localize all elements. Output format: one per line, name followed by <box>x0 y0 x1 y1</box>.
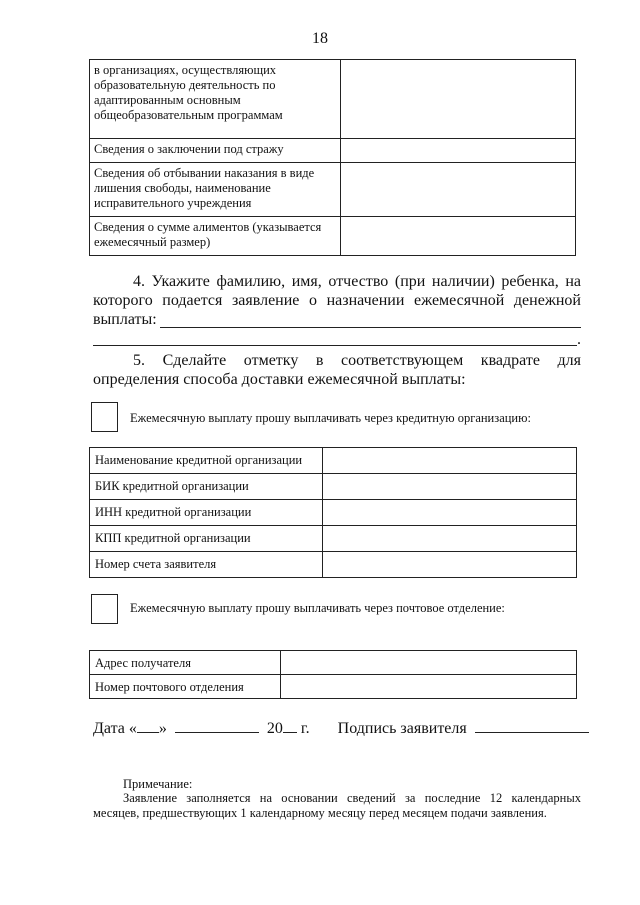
row-label: КПП кредитной организации <box>90 526 323 552</box>
row-label: в организациях, осуществляющих образовательную деятельность по адаптированным основным общеобразовательным программам <box>90 60 341 139</box>
row-value[interactable] <box>341 217 576 256</box>
note-text: Заявление заполняется на основании сведений за последние 12 календарных месяцев, предшествующих 1 календарному месяцу перед месяцем подачи заявления. <box>93 791 581 820</box>
row-label: Наименование кредитной организации <box>90 448 323 474</box>
table-row <box>90 217 576 256</box>
date-prefix: Дата « <box>93 720 137 737</box>
year-prefix: 20 <box>266 720 283 737</box>
post-details-table <box>89 650 577 699</box>
row-value[interactable] <box>323 448 577 474</box>
row-label: ИНН кредитной организации <box>90 500 323 526</box>
table-row <box>90 500 577 526</box>
table-row <box>90 675 577 699</box>
child-name-line-2[interactable] <box>93 345 577 346</box>
section4-label: 4. Укажите фамилию, имя, отчество (при наличии) ребенка, на которого подается заявление о назначении ежемесячной денежной выплаты: <box>93 273 581 328</box>
date-signature-line <box>93 718 589 738</box>
row-value[interactable] <box>281 651 577 675</box>
row-value[interactable] <box>341 163 576 217</box>
table-row <box>90 139 576 163</box>
bank-option-label: Ежемесячную выплату прошу выплачивать через кредитную организацию: <box>130 411 531 425</box>
row-value[interactable] <box>323 552 577 578</box>
table-row <box>90 163 576 217</box>
row-value[interactable] <box>323 500 577 526</box>
table-row <box>90 651 577 675</box>
table-row <box>90 60 576 139</box>
row-value[interactable] <box>341 139 576 163</box>
row-label: БИК кредитной организации <box>90 474 323 500</box>
row-label: Номер почтового отделения <box>90 675 281 699</box>
section4-end-mark: . <box>577 331 581 348</box>
child-name-line-1[interactable] <box>160 327 581 328</box>
row-value[interactable] <box>281 675 577 699</box>
row-label: Сведения об отбывании наказания в виде лишения свободы, наименование исправительного учреждения <box>90 163 341 217</box>
date-mid: » <box>158 720 167 737</box>
section5-label: 5. Сделайте отметку в соответствующем квадрате для определения способа доставки ежемесячной выплаты: <box>93 352 581 388</box>
row-value[interactable] <box>323 526 577 552</box>
table-row <box>90 552 577 578</box>
row-label: Сведения о заключении под стражу <box>90 139 341 163</box>
table-row <box>90 448 577 474</box>
signature-label: Подпись заявителя <box>337 720 467 737</box>
row-label: Номер счета заявителя <box>90 552 323 578</box>
row-value[interactable] <box>323 474 577 500</box>
row-label: Сведения о сумме алиментов (указывается ежемесячный размер) <box>90 217 341 256</box>
table-row <box>90 474 577 500</box>
year-field[interactable] <box>283 718 297 733</box>
section4-text <box>93 272 581 329</box>
bank-option-checkbox[interactable] <box>91 402 118 432</box>
table-row <box>90 526 577 552</box>
month-field[interactable] <box>175 718 259 733</box>
day-field[interactable] <box>137 718 159 733</box>
post-option-label: Ежемесячную выплату прошу выплачивать через почтовое отделение: <box>130 601 505 615</box>
page-number: 18 <box>312 30 328 47</box>
row-value[interactable] <box>341 60 576 139</box>
row-label: Адрес получателя <box>90 651 281 675</box>
note-title: Примечание: <box>123 777 193 791</box>
top-info-table <box>89 59 576 256</box>
section5-text <box>93 351 581 389</box>
signature-field[interactable] <box>475 718 589 733</box>
bank-details-table <box>89 447 577 578</box>
post-option-checkbox[interactable] <box>91 594 118 624</box>
year-suffix: г. <box>300 720 310 737</box>
